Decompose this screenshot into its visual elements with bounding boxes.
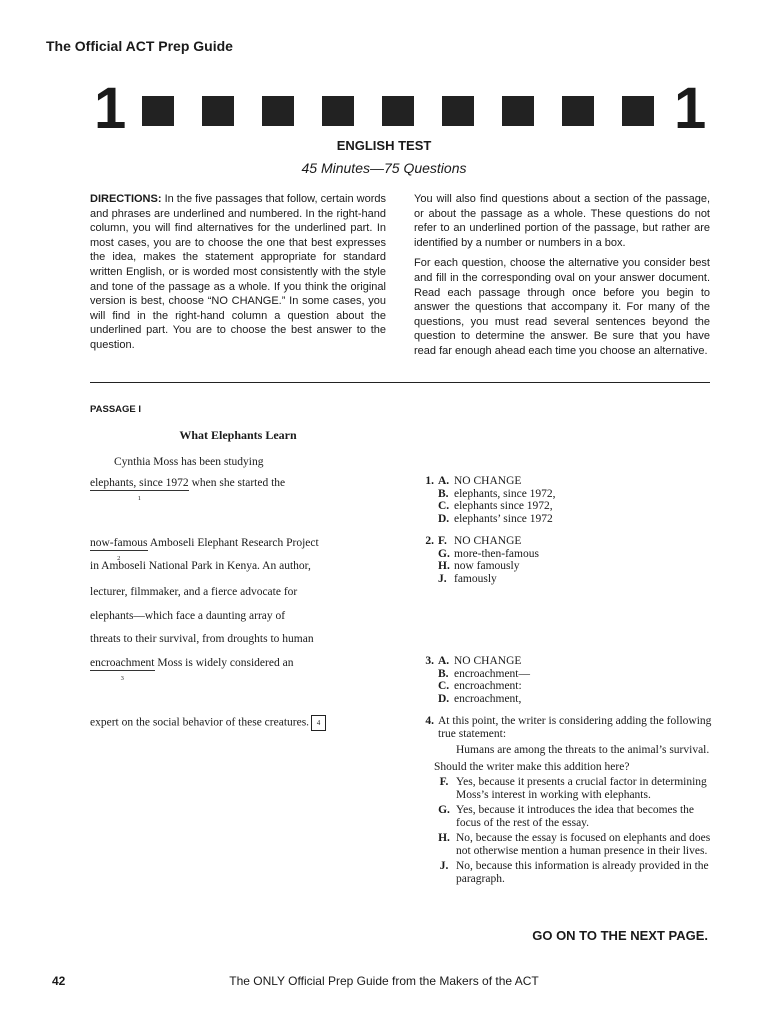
directions-left xyxy=(90,192,386,353)
option-letter: C. xyxy=(438,680,450,692)
option-text: encroachment: xyxy=(454,680,522,692)
footer-text: The ONLY Official Prep Guide from the Makers of the ACT xyxy=(229,974,539,988)
directions-left-text: In the five passages that follow, certain words and phrases are underlined and numbered. In the right-hand column, you will find alternatives for the underlined part. In most cases, you are to choose the one that best expresses the idea, makes the statement appropriate for standard written English, or is worded most consistently with the style and tone of the passage as a whole. If you think the original version is best, choose “NO CHANGE.” In some cases, you will find in the right-hand column a question about the underlined part. You are to choose the best answer to the question. xyxy=(90,193,386,351)
question-2 xyxy=(412,535,712,585)
question-number: 2. xyxy=(425,535,434,547)
passage-line: expert on the social behavior of these creatures. 4 xyxy=(90,715,326,731)
option-text: NO CHANGE xyxy=(454,535,522,547)
test-time: 45 Minutes—75 Questions xyxy=(301,160,467,176)
passage-line: threats to their survival, from droughts to human xyxy=(90,633,314,645)
passage-line: elephants—which face a daunting array of xyxy=(90,610,286,622)
option-text: No, because the essay is focused on elephants and does not otherwise mention a human presence in their lives. xyxy=(456,832,711,857)
directions-right-p2: For each question, choose the alternative you consider best and fill in the corresponding oval on your answer document. Read each passage through once before you begin to answer the questions that accompany it. For many of the questions, you must read several sentences beyond the question to determine the answer. Be sure that you have read far enough ahead each time you choose an alternative. xyxy=(414,257,710,357)
passage-line: in Amboseli National Park in Kenya. An author, xyxy=(90,560,311,572)
passage-line: elephants, since 1972 1 when she started the xyxy=(90,476,285,491)
passage-line: encroachment 3 Moss is widely considered an xyxy=(90,656,293,671)
passage-line: now-famous 2 Amboseli Elephant Research Project xyxy=(90,536,319,551)
option-letter: B. xyxy=(438,487,449,500)
underlined-phrase-3: encroachment 3 xyxy=(90,657,155,671)
question-ask: Should the writer make this addition here? xyxy=(434,760,630,773)
option-text: NO CHANGE xyxy=(454,475,522,487)
option-text: encroachment— xyxy=(454,667,530,680)
question-number: 1. xyxy=(425,475,434,487)
boxed-question-number: 4 xyxy=(311,715,326,731)
banner-square xyxy=(262,96,294,126)
option-letter: A. xyxy=(438,475,450,487)
option-letter: H. xyxy=(438,560,450,572)
banner-square xyxy=(142,96,174,126)
page-number: 42 xyxy=(52,974,66,988)
section-number-left: 1 xyxy=(94,76,127,141)
question-number: 4. xyxy=(425,715,434,727)
banner-square xyxy=(562,96,594,126)
option-letter: D. xyxy=(438,512,450,525)
directions-right xyxy=(414,192,710,365)
option-letter: F. xyxy=(439,776,449,788)
underline-number: 1 xyxy=(137,495,141,502)
directions-right-p1: You will also find questions about a section of the passage, or about the passage as a whole. These questions do not refer to an underlined portion of the passage, but rather are identified by a number or numbers in a box. xyxy=(414,193,710,249)
section-banner xyxy=(94,76,707,141)
option-text: No, because this information is already provided in the paragraph. xyxy=(456,860,709,885)
option-letter: G. xyxy=(438,804,450,816)
question-quote: Humans are among the threats to the animal’s survival. xyxy=(456,744,710,756)
underline-number: 3 xyxy=(120,675,124,682)
next-page-notice: GO ON TO THE NEXT PAGE. xyxy=(532,928,708,943)
banner-square xyxy=(322,96,354,126)
option-letter: C. xyxy=(438,500,450,512)
option-letter: J. xyxy=(439,860,449,872)
banner-square xyxy=(382,96,414,126)
banner-square xyxy=(442,96,474,126)
guide-title: The Official ACT Prep Guide xyxy=(46,38,233,54)
option-letter: J. xyxy=(438,572,447,585)
underlined-phrase-1: elephants, since 1972 1 xyxy=(90,477,189,491)
banner-square xyxy=(622,96,654,126)
option-text: more-then-famous xyxy=(454,547,539,560)
banner-square xyxy=(202,96,234,126)
option-text: elephants since 1972, xyxy=(454,500,553,512)
question-number: 3. xyxy=(425,655,434,667)
section-divider xyxy=(90,382,710,383)
option-letter: B. xyxy=(438,667,449,680)
section-number-right: 1 xyxy=(674,76,707,141)
passage-title: What Elephants Learn xyxy=(179,428,297,442)
banner-square xyxy=(502,96,534,126)
passage-line: lecturer, filmmaker, and a fierce advocate for xyxy=(90,586,298,598)
option-letter: G. xyxy=(438,547,450,560)
test-name: ENGLISH TEST xyxy=(336,138,432,153)
option-text: Yes, because it presents a crucial factor in determining Moss’s interest in working with elephants. xyxy=(456,776,707,801)
option-text: famously xyxy=(454,572,497,585)
option-text: now famously xyxy=(454,560,520,572)
option-text: NO CHANGE xyxy=(454,655,522,667)
question-4 xyxy=(412,715,712,885)
question-stem: At this point, the writer is considering adding the following true statement: xyxy=(438,715,712,740)
option-text: encroachment, xyxy=(454,692,522,705)
option-letter: H. xyxy=(438,832,450,844)
option-letter: A. xyxy=(438,655,450,667)
underline-number: 2 xyxy=(117,555,121,562)
option-text: elephants’ since 1972 xyxy=(454,512,553,525)
directions-label: DIRECTIONS: xyxy=(90,193,162,205)
option-letter: F. xyxy=(438,535,447,547)
option-letter: D. xyxy=(438,692,450,705)
option-text: elephants, since 1972, xyxy=(454,487,556,500)
question-1 xyxy=(412,475,712,525)
question-3 xyxy=(412,655,712,705)
option-text: Yes, because it introduces the idea that becomes the focus of the rest of the essay. xyxy=(456,804,695,829)
passage-label: PASSAGE I xyxy=(90,404,142,415)
underlined-phrase-2: now-famous 2 xyxy=(90,537,148,551)
passage-line: Cynthia Moss has been studying xyxy=(114,456,264,468)
